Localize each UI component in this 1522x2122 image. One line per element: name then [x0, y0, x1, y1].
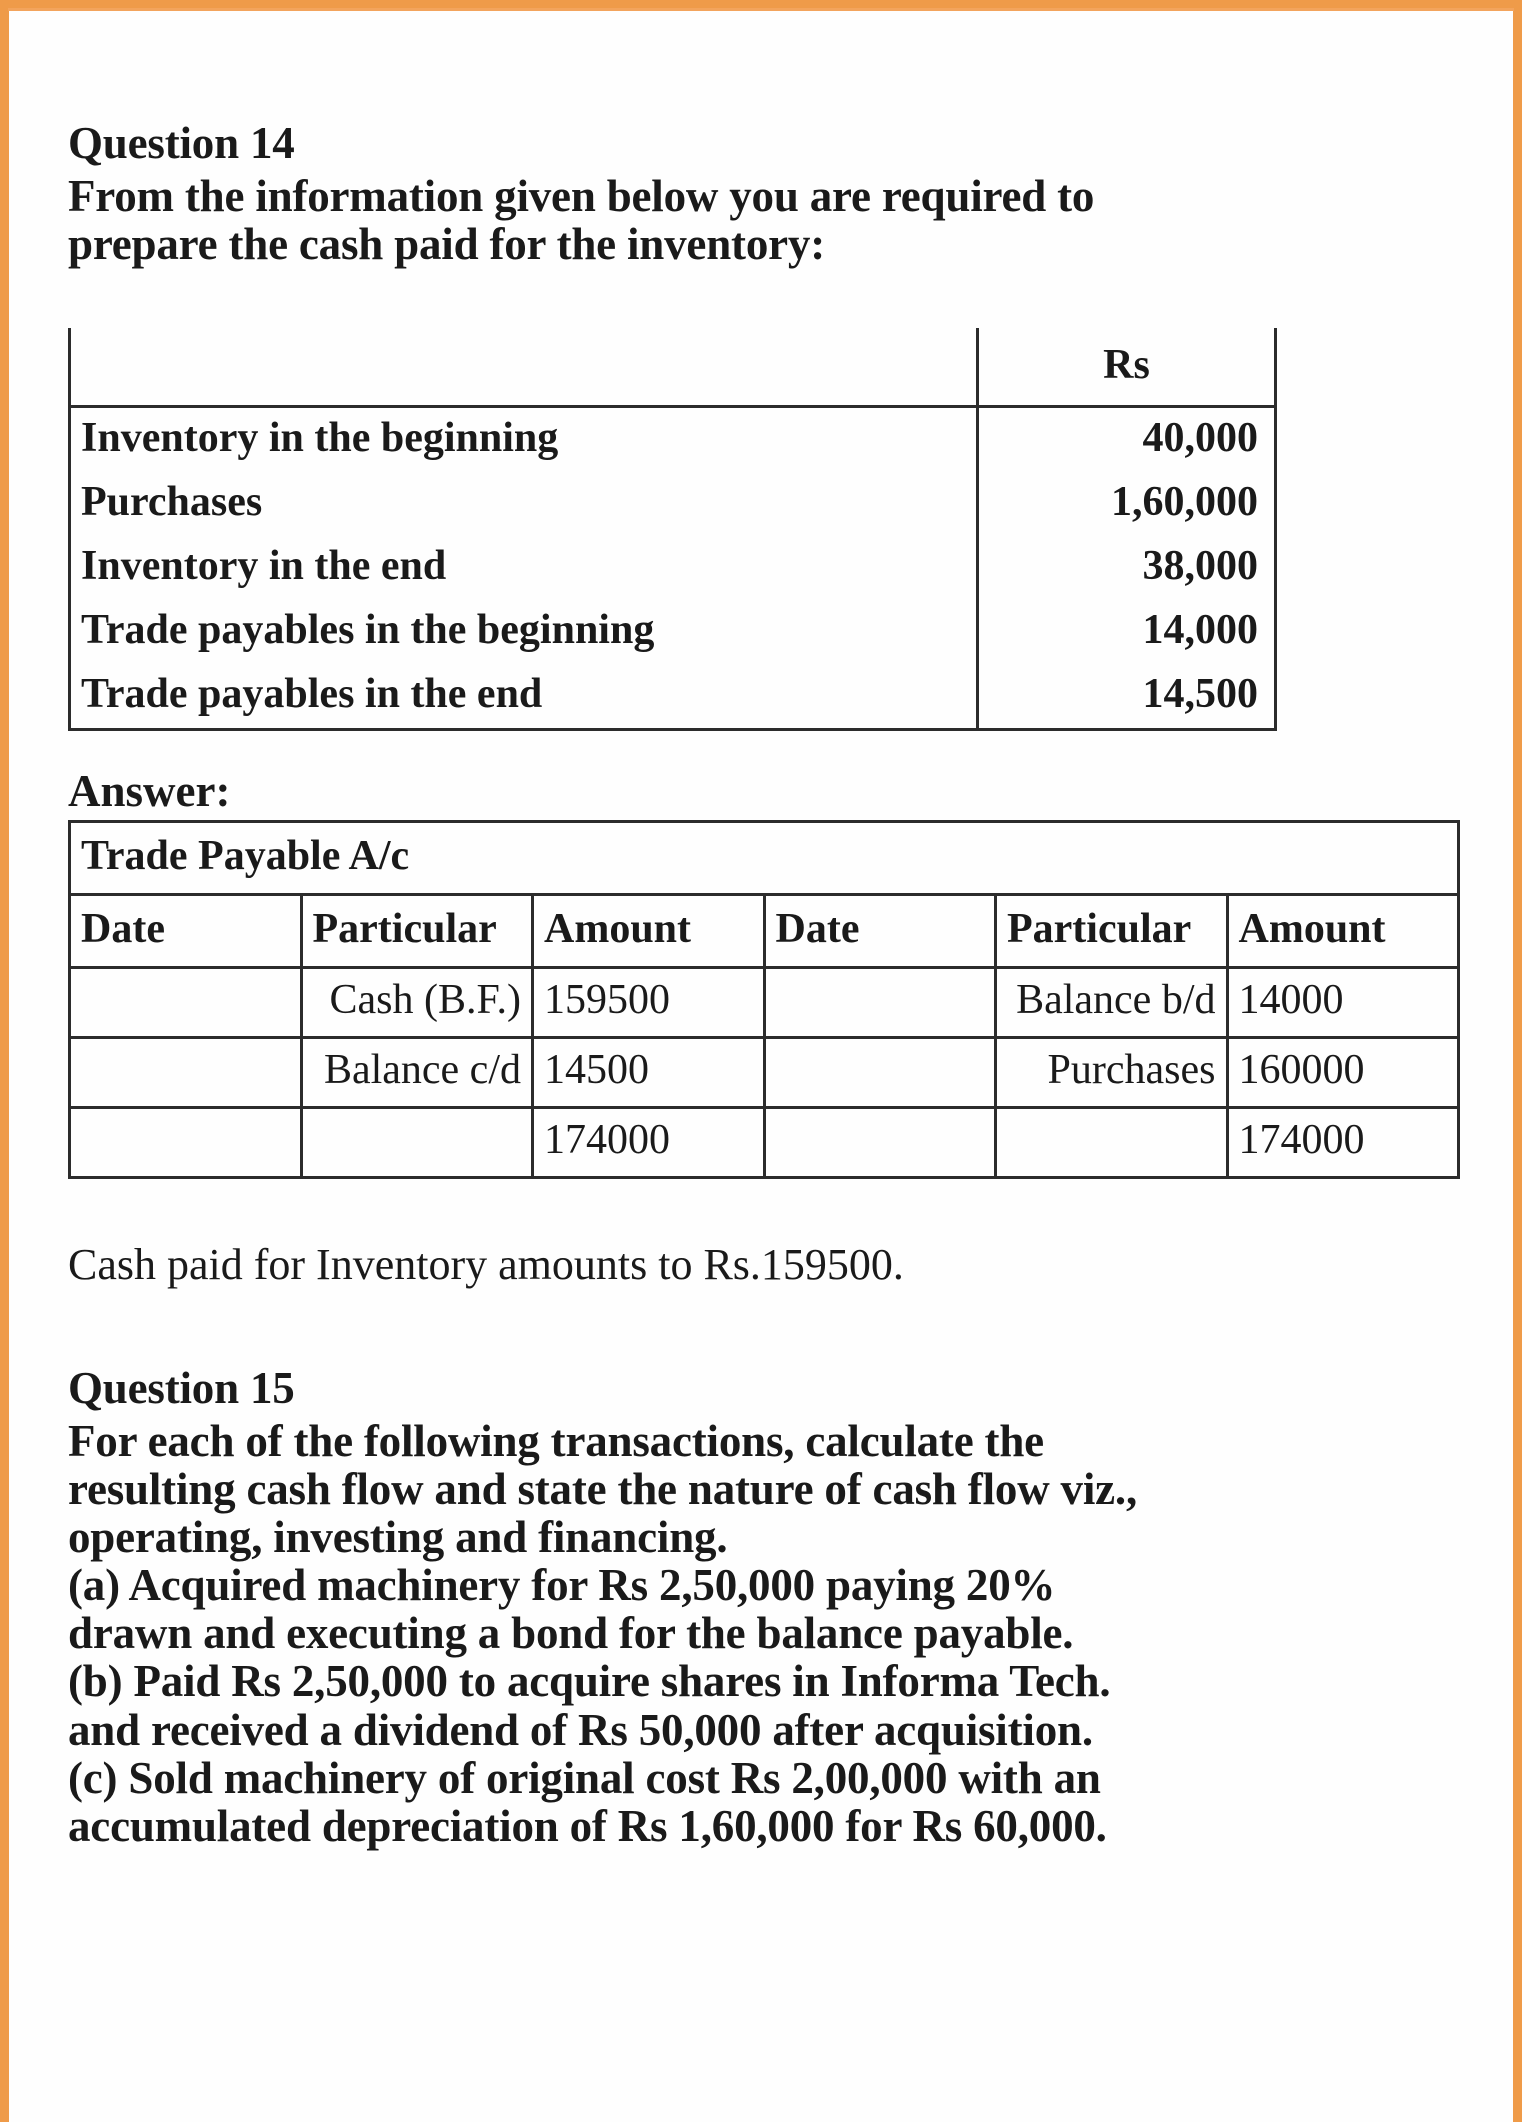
info-row-label: Trade payables in the beginning [70, 600, 978, 664]
ledger-cell-date-cr [764, 1107, 996, 1177]
info-row-label: Purchases [70, 472, 978, 536]
document-content [68, 120, 1468, 1850]
question-15-line: (c) Sold machinery of original cost Rs 2,00,000 with an [68, 1752, 1101, 1803]
ledger-title: Trade Payable A/c [70, 821, 1459, 894]
ledger-header-date-dr: Date [70, 894, 302, 967]
question-15-line: (a) Acquired machinery for Rs 2,50,000 paying 20% [68, 1560, 1056, 1611]
table-row [70, 536, 1276, 600]
question-15-line: operating, investing and financing. [68, 1511, 728, 1562]
info-row-amount: 14,500 [978, 664, 1276, 730]
question-14-prompt-line-2: prepare the cash paid for the inventory: [68, 218, 825, 269]
ledger-cell-amount-cr: 14000 [1227, 967, 1459, 1037]
answer-conclusion: Cash paid for Inventory amounts to Rs.159500. [68, 1239, 904, 1289]
question-14-heading: Question 14 [68, 118, 295, 168]
ledger-cell-particular-dr: Balance c/d [301, 1037, 533, 1107]
question-15-line: accumulated depreciation of Rs 1,60,000 for Rs 60,000. [68, 1800, 1107, 1851]
info-row-amount: 14,000 [978, 600, 1276, 664]
question-15-line: and received a dividend of Rs 50,000 after acquisition. [68, 1704, 1093, 1755]
table-row [70, 664, 1276, 730]
ledger-header-amount-dr: Amount [533, 894, 765, 967]
ledger-cell-particular-cr: Balance b/d [996, 967, 1228, 1037]
info-row-amount: 40,000 [978, 406, 1276, 472]
info-row-label: Inventory in the end [70, 536, 978, 600]
info-row-label: Inventory in the beginning [70, 406, 978, 472]
table-row [70, 600, 1276, 664]
info-row-amount: 38,000 [978, 536, 1276, 600]
info-row-amount: 1,60,000 [978, 472, 1276, 536]
ledger-cell-particular-dr: Cash (B.F.) [301, 967, 533, 1037]
ledger-cell-date-dr [70, 1107, 302, 1177]
ledger-cell-amount-dr: 14500 [533, 1037, 765, 1107]
info-row-label: Trade payables in the end [70, 664, 978, 730]
table-row [70, 472, 1276, 536]
table-row [70, 1107, 1459, 1177]
ledger-header-amount-cr: Amount [1227, 894, 1459, 967]
ledger-cell-date-cr [764, 1037, 996, 1107]
ledger-title-row [70, 821, 1459, 894]
ledger-cell-amount-cr: 160000 [1227, 1037, 1459, 1107]
ledger-header-row [70, 894, 1459, 967]
question-15-line: For each of the following transactions, calculate the [68, 1415, 1044, 1466]
answer-label: Answer: [68, 765, 231, 816]
info-table-header-row [70, 328, 1276, 407]
ledger-cell-date-dr [70, 1037, 302, 1107]
info-table-wrapper [68, 328, 1468, 731]
ledger-cell-date-cr [764, 967, 996, 1037]
question-14-prompt-line-1: From the information given below you are required to [68, 170, 1095, 221]
question-15-line: resulting cash flow and state the nature of cash flow viz., [68, 1463, 1138, 1514]
question-15-block [68, 1362, 1468, 1851]
ledger-header-date-cr: Date [764, 894, 996, 967]
ledger-cell-amount-dr: 159500 [533, 967, 765, 1037]
ledger-header-particular-dr: Particular [301, 894, 533, 967]
trade-payable-ledger-table [68, 820, 1460, 1179]
ledger-cell-total-cr: 174000 [1227, 1107, 1459, 1177]
question-15-line: drawn and executing a bond for the balance payable. [68, 1608, 1074, 1659]
info-table-header-rs: Rs [978, 328, 1276, 407]
ledger-cell-date-dr [70, 967, 302, 1037]
ledger-header-particular-cr: Particular [996, 894, 1228, 967]
table-row [70, 967, 1459, 1037]
info-table [68, 328, 1277, 731]
ledger-cell-particular-cr [996, 1107, 1228, 1177]
question-14-prompt [68, 172, 1358, 268]
table-row [70, 1037, 1459, 1107]
question-15-body [68, 1417, 1358, 1850]
question-15-heading: Question 15 [68, 1362, 295, 1413]
ledger-cell-particular-cr: Purchases [996, 1037, 1228, 1107]
ledger-cell-total-dr: 174000 [533, 1107, 765, 1177]
info-table-header-blank [70, 328, 978, 407]
question-15-line: (b) Paid Rs 2,50,000 to acquire shares in Informa Tech. [68, 1656, 1111, 1707]
ledger-cell-particular-dr [301, 1107, 533, 1177]
table-row [70, 406, 1276, 472]
